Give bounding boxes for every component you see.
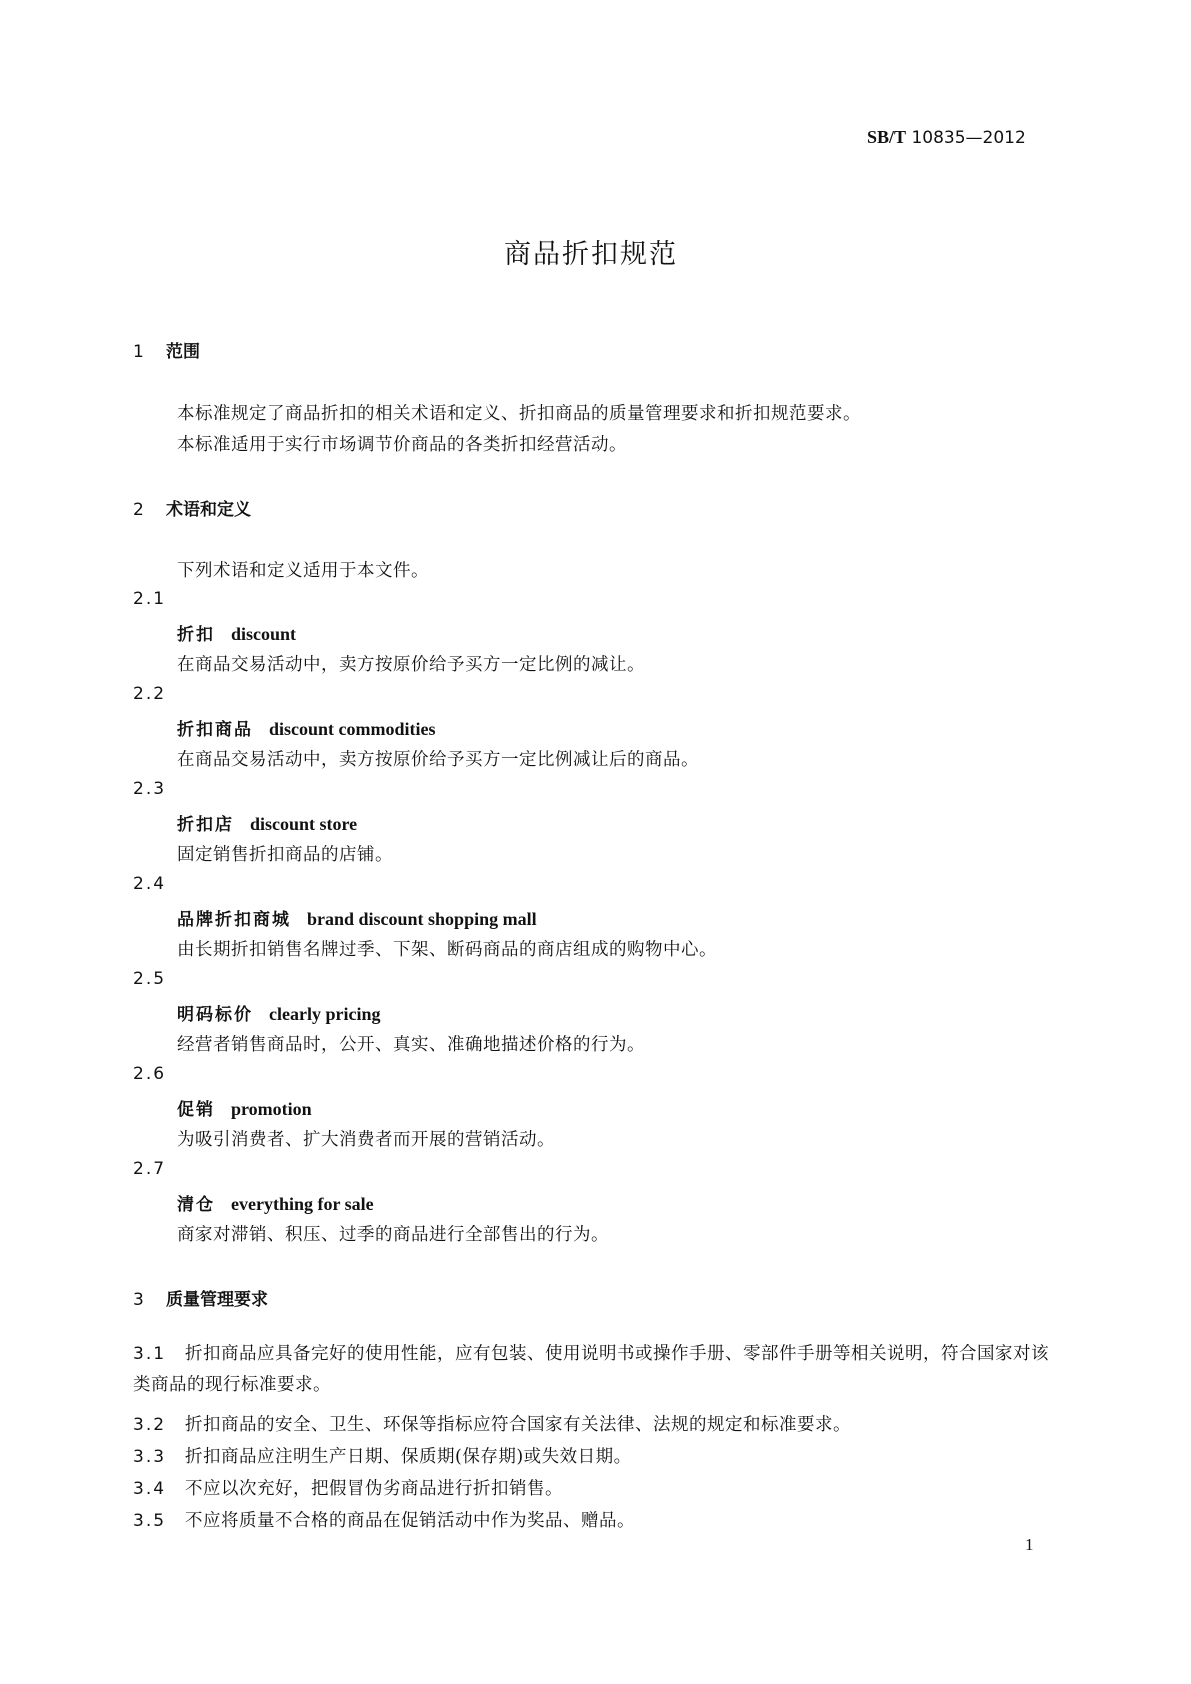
term-zh: 折扣商品	[177, 720, 253, 740]
term-en: promotion	[231, 1099, 312, 1119]
term-number: 2.1	[133, 589, 167, 609]
term-number: 2.3	[133, 779, 167, 799]
term-number: 2.6	[133, 1064, 167, 1084]
term-definition: 在商品交易活动中，卖方按原价给予买方一定比例的减让。	[177, 655, 645, 675]
term-definition: 固定销售折扣商品的店铺。	[177, 845, 393, 865]
term-en: brand discount shopping mall	[307, 909, 537, 929]
term-definition: 经营者销售商品时，公开、真实、准确地描述价格的行为。	[177, 1035, 645, 1055]
standard-code	[867, 127, 1026, 148]
section-title: 范围	[166, 342, 200, 362]
requirement-item	[133, 1339, 1063, 1401]
term-name	[177, 1095, 312, 1120]
requirement-text: 折扣商品的安全、卫生、环保等指标应符合国家有关法律、法规的规定和标准要求。	[185, 1415, 851, 1435]
scope-paragraph-1: 本标准规定了商品折扣的相关术语和定义、折扣商品的质量管理要求和折扣规范要求。	[177, 404, 861, 424]
section-heading-quality	[133, 1285, 268, 1310]
term-name	[177, 715, 436, 740]
term-zh: 促销	[177, 1100, 215, 1120]
term-definition: 在商品交易活动中，卖方按原价给予买方一定比例减让后的商品。	[177, 750, 699, 770]
requirement-number: 3.5	[133, 1511, 167, 1531]
term-name	[177, 810, 357, 835]
term-en: discount	[231, 624, 297, 644]
term-name	[177, 905, 537, 930]
term-definition: 商家对滞销、积压、过季的商品进行全部售出的行为。	[177, 1225, 609, 1245]
term-en: everything for sale	[231, 1194, 374, 1214]
term-number: 2.2	[133, 684, 167, 704]
term-zh: 折扣	[177, 625, 215, 645]
section-number: 1	[133, 342, 144, 362]
standard-prefix: SB/T	[867, 127, 907, 147]
requirement-item	[133, 1475, 563, 1500]
term-number: 2.4	[133, 874, 167, 894]
requirement-item	[133, 1507, 635, 1532]
section-heading-terms	[133, 495, 251, 520]
requirement-text: 折扣商品应具备完好的使用性能，应有包装、使用说明书或操作手册、零部件手册等相关说明，符合国家对该类商品的现行标准要求。	[133, 1344, 1049, 1395]
term-name	[177, 1190, 374, 1215]
requirement-text: 不应将质量不合格的商品在促销活动中作为奖品、赠品。	[185, 1511, 635, 1531]
requirement-number: 3.4	[133, 1479, 167, 1499]
requirement-number: 3.1	[133, 1344, 167, 1364]
term-name	[177, 620, 296, 645]
requirement-text: 不应以次充好，把假冒伪劣商品进行折扣销售。	[185, 1479, 563, 1499]
section-heading-scope	[133, 337, 200, 362]
term-zh: 明码标价	[177, 1005, 253, 1025]
section-title: 质量管理要求	[166, 1290, 268, 1310]
term-number: 2.7	[133, 1159, 167, 1179]
requirement-item	[133, 1443, 632, 1468]
requirement-number: 3.3	[133, 1447, 167, 1467]
term-en: discount commodities	[269, 719, 436, 739]
term-zh: 清仓	[177, 1195, 215, 1215]
term-zh: 品牌折扣商城	[177, 910, 291, 930]
term-definition: 为吸引消费者、扩大消费者而开展的营销活动。	[177, 1130, 555, 1150]
term-number: 2.5	[133, 969, 167, 989]
requirement-item	[133, 1411, 851, 1436]
terms-intro: 下列术语和定义适用于本文件。	[177, 561, 429, 581]
standard-number: 10835—2012	[911, 128, 1026, 148]
term-en: discount store	[250, 814, 358, 834]
term-definition: 由长期折扣销售名牌过季、下架、断码商品的商店组成的购物中心。	[177, 940, 717, 960]
term-zh: 折扣店	[177, 815, 234, 835]
section-number: 2	[133, 500, 144, 520]
document-title: 商品折扣规范	[504, 239, 678, 270]
page-number: 1	[1025, 1535, 1034, 1554]
term-en: clearly pricing	[269, 1004, 381, 1024]
requirement-number: 3.2	[133, 1415, 167, 1435]
section-title: 术语和定义	[166, 500, 251, 520]
requirement-text: 折扣商品应注明生产日期、保质期(保存期)或失效日期。	[185, 1447, 632, 1467]
scope-paragraph-2: 本标准适用于实行市场调节价商品的各类折扣经营活动。	[177, 435, 627, 455]
term-name	[177, 1000, 380, 1025]
section-number: 3	[133, 1290, 144, 1310]
